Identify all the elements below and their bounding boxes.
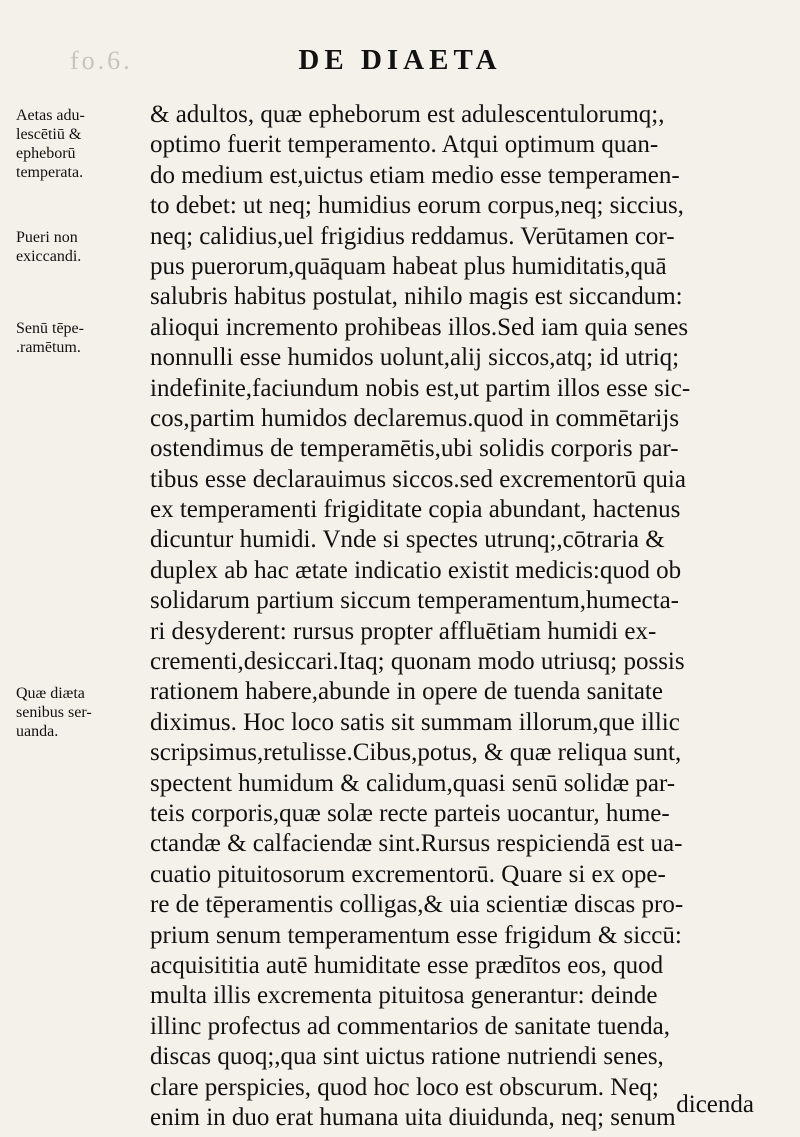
text-line: optimo fuerit temperamento. Atqui optimum quan- — [150, 131, 659, 159]
text-line: crementi,desiccari.Itaq; quonam modo utriusq; possis — [150, 648, 685, 676]
text-line: solidarum partium siccum temperamentum,humecta- — [150, 587, 680, 615]
text-line: re de tēperamentis colligas,& uia scientiæ discas pro- — [150, 891, 684, 919]
text-line: discas quoq;,qua sint uictus ratione nutriendi senes, — [150, 1043, 664, 1071]
margin-note-line: uanda. — [16, 722, 59, 740]
text-line: cos,partim humidos declaremus.quod in commētarijs — [150, 404, 680, 432]
text-line: cuatio pituitosorum excrementorū. Quare si ex ope- — [150, 860, 666, 888]
text-line: scripsimus,retulisse.Cibus,potus, & quæ reliqua sunt, — [150, 739, 682, 767]
text-line: ostendimus de temperamētis,ubi solidis corporis par- — [150, 435, 679, 463]
text-line: enim in duo erat humana uita diuidunda, neq; senum — [150, 1103, 676, 1131]
running-head: DE DIAETA — [298, 44, 502, 76]
margin-note-line: exiccandi. — [16, 247, 82, 265]
margin-note-line: Senū tēpe- — [16, 319, 84, 337]
margin-note — [16, 228, 156, 266]
text-line: prium senum temperamentum esse frigidum & siccū: — [150, 921, 682, 949]
text-line: ex temperamenti frigiditate copia abundant, hactenus — [150, 496, 681, 524]
text-line: acquisititia autē humiditate esse prædītos eos, quod — [150, 951, 664, 979]
margin-note-line: Quæ diæta — [16, 684, 85, 702]
text-line: clare perspicies, quod hoc loco est obscurum. Neq; — [150, 1073, 659, 1101]
body-text — [150, 100, 780, 1133]
text-line: salubris habitus postulat, nihilo magis est siccandum: — [150, 283, 683, 311]
text-line: to debet: ut neq; humidius eorum corpus,neq; siccius, — [150, 192, 684, 220]
margin-note-line: Pueri non — [16, 228, 78, 246]
text-line: duplex ab hac ætate indicatio existit medicis:quod ob — [150, 556, 682, 584]
margin-note-line: epheborū — [16, 145, 76, 162]
text-line: & adultos, quæ epheborum est adulescentulorumq;, — [150, 101, 665, 128]
text-line: diximus. Hoc loco satis sit summam illorum,que illic — [150, 708, 680, 736]
catchword: dicenda — [676, 1091, 754, 1118]
text-line: ctandæ & calfaciendæ sint.Rursus respiciendā est ua- — [150, 830, 683, 858]
text-line: alioqui incremento prohibeas illos.Sed iam quia senes — [150, 313, 689, 341]
margin-note-line: temperata. — [16, 164, 84, 181]
margin-note — [16, 684, 156, 741]
text-line: pus puerorum,quāquam habeat plus humiditatis,quā — [150, 252, 667, 280]
text-line: nonnulli esse humidos uolunt,alij siccos,atq; id utriq; — [150, 344, 680, 372]
text-line: indefinite,faciundum nobis est,ut partim illos esse sic- — [150, 374, 691, 402]
text-line: ri desyderent: rursus propter affluētiam humidi ex- — [150, 617, 657, 645]
faint-folio-number: fo.6. — [70, 46, 133, 75]
text-line: dicuntur humidi. Vnde si spectes utrunq;,cōtraria & — [150, 526, 665, 554]
margin-note-line: lescētiū & — [16, 126, 82, 143]
text-line: teis corporis,quæ solæ recte parteis uocantur, hume- — [150, 799, 670, 827]
margin-note — [16, 106, 156, 182]
margin-note-line: senibus ser- — [16, 703, 92, 721]
text-line: rationem habere,abunde in opere de tuenda sanitate — [150, 678, 663, 706]
text-line: tibus esse declarauimus siccos.sed excrementorū quia — [150, 465, 686, 493]
margin-note-line: .ramētum. — [16, 338, 81, 356]
text-line: multa illis excrementa pituitosa generantur: deinde — [150, 982, 658, 1010]
text-line: spectent humidum & calidum,quasi senū solidæ par- — [150, 769, 676, 797]
margin-note — [16, 319, 156, 357]
text-line: illinc profectus ad commentarios de sanitate tuenda, — [150, 1012, 670, 1040]
margin-note-line: Aetas adu- — [16, 107, 85, 124]
text-line: neq; calidius,uel frigidius reddamus. Verūtamen cor- — [150, 222, 675, 250]
text-line: do medium est,uictus etiam medio esse temperamen- — [150, 161, 680, 189]
